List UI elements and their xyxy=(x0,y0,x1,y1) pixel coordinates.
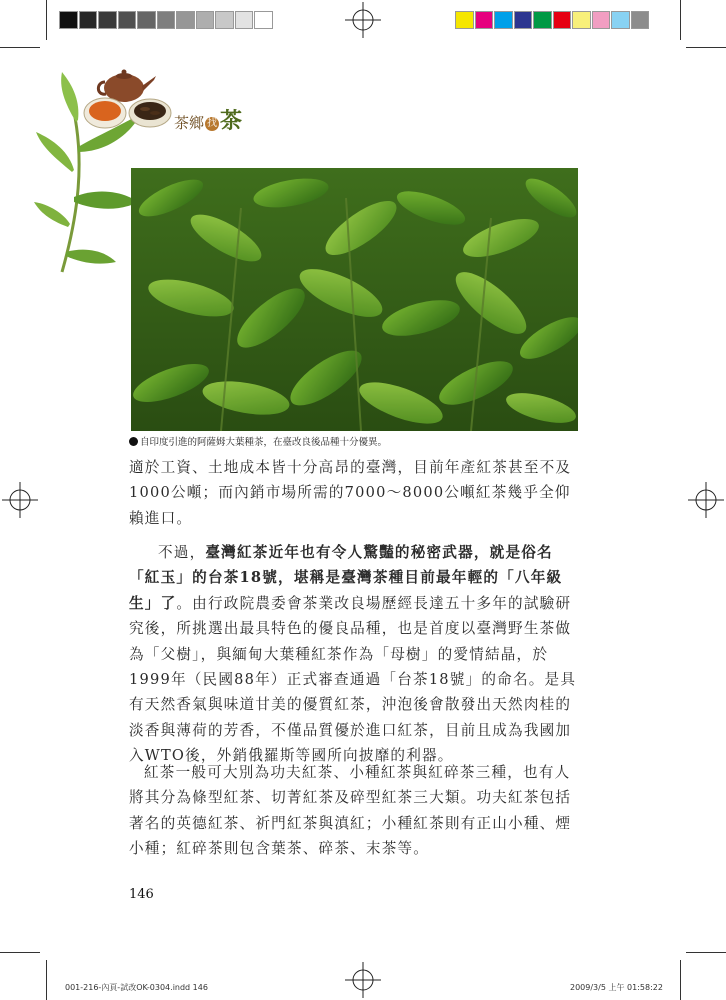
registration-mark-top xyxy=(345,2,381,38)
caption-text: 自印度引進的阿薩姆大葉種茶，在臺改良後品種十分優異。 xyxy=(140,437,388,448)
print-slug-filename: 001-216-內頁-試改OK-0304.indd 146 xyxy=(65,983,208,992)
tea-plant-illustration xyxy=(131,168,578,431)
paragraph-rest: 。由行政院農委會茶業改良場歷經長達五十多年的試驗研究後，所挑選出最具特色的優良品種，也是首度以臺灣野生茶做為「父樹」，與緬甸大葉種紅茶作為「母樹」的愛情結晶，於1999年（民國88年）正式審查通過「台茶18號」的命名。是具有天然香氣與味道甘美的優質紅茶，沖泡後會散發出天然肉桂的淡香與薄荷的芳香，不僅品質優於進口紅茶，目前且成為我國加入WTO後，外銷俄羅斯等國所向披靡的利器。 xyxy=(129,594,577,765)
tea-plant-photo xyxy=(131,168,578,431)
color-swatch xyxy=(157,11,176,29)
paragraph-highlight: 臺灣紅茶近年也有令人驚豔的秘密武器，就是俗名「紅玉」的台茶18號，堪稱是臺灣茶種目前最年輕的「八年級生」了 xyxy=(129,544,563,612)
color-swatch xyxy=(176,11,195,29)
body-paragraph-3 xyxy=(129,760,580,862)
logo-text-find: 找 xyxy=(207,118,218,129)
crop-mark xyxy=(0,47,40,48)
color-swatch xyxy=(98,11,117,29)
color-swatch xyxy=(79,11,98,29)
paragraph-text: 適於工資、土地成本皆十分高昂的臺灣，目前年產紅茶甚至不及1000公噸；而內銷市場所需的7000～8000公噸紅茶幾乎全仰賴進口。 xyxy=(129,459,572,527)
color-swatch xyxy=(553,11,572,29)
crop-mark xyxy=(46,0,47,40)
color-swatch xyxy=(475,11,494,29)
tea-cup-icon xyxy=(82,95,128,131)
bullet-icon xyxy=(129,437,138,446)
color-swatch xyxy=(137,11,156,29)
color-swatch xyxy=(118,11,137,29)
color-swatch xyxy=(611,11,630,29)
color-swatch xyxy=(631,11,650,29)
registration-mark-left xyxy=(2,482,38,518)
crop-mark xyxy=(686,47,726,48)
paragraph-text xyxy=(129,540,580,769)
color-swatch xyxy=(235,11,254,29)
body-paragraph-2 xyxy=(129,540,580,769)
crop-mark xyxy=(0,952,40,953)
page-number: 146 xyxy=(129,887,154,902)
paragraph-lead: 不過， xyxy=(158,544,206,561)
print-slug-timestamp: 2009/3/5 上午 01:58:22 xyxy=(570,983,663,992)
registration-mark-bottom xyxy=(345,962,381,998)
crop-mark xyxy=(686,952,726,953)
color-swatch xyxy=(215,11,234,29)
color-swatch xyxy=(592,11,611,29)
color-swatch xyxy=(533,11,552,29)
color-swatch xyxy=(494,11,513,29)
registration-mark-right xyxy=(688,482,724,518)
crop-mark xyxy=(46,960,47,1000)
crop-mark xyxy=(680,0,681,40)
logo-text-tea-village: 茶鄉 xyxy=(174,114,205,132)
color-swatch xyxy=(254,11,273,29)
color-swatch xyxy=(572,11,591,29)
body-paragraph-1 xyxy=(129,455,580,531)
color-swatch xyxy=(59,11,78,29)
color-swatch xyxy=(514,11,533,29)
color-swatch xyxy=(196,11,215,29)
paragraph-text: 紅茶一般可大別為功夫紅茶、小種紅茶與紅碎茶三種，也有人將其分為條型紅茶、切菁紅茶及碎型紅茶三大類。功夫紅茶包括著名的英德紅茶、祈門紅茶與滇紅；小種紅茶則有正山小種、煙小種；紅碎茶則包含葉茶、碎茶、末茶等。 xyxy=(129,764,572,858)
crop-mark xyxy=(680,960,681,1000)
tea-leaves-bowl-icon xyxy=(127,96,173,130)
logo-text-tea: 茶 xyxy=(220,108,243,134)
color-swatch xyxy=(455,11,474,29)
section-logo xyxy=(174,104,242,135)
photo-caption xyxy=(129,434,387,448)
